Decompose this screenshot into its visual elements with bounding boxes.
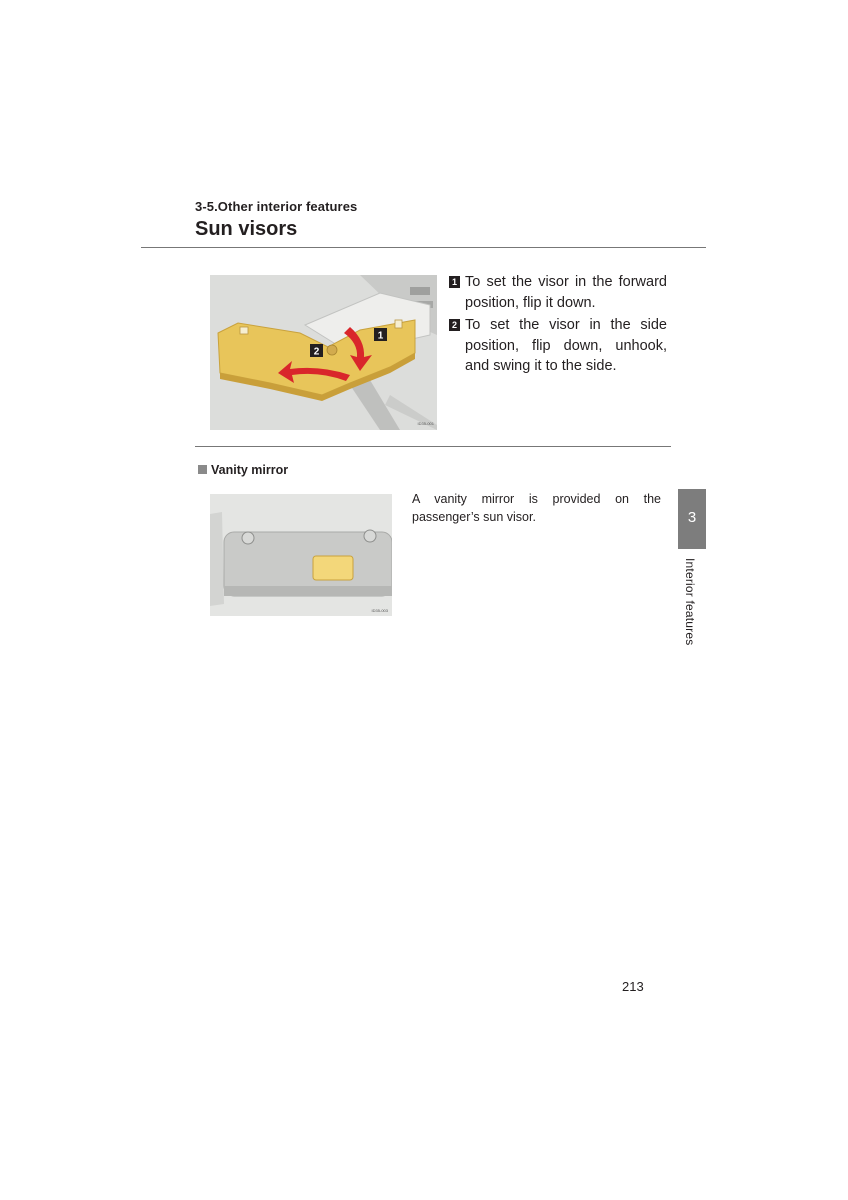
section-label: 3-5.Other interior features <box>195 199 358 214</box>
callout-2: 2 <box>313 346 320 358</box>
page-number: 213 <box>622 979 644 994</box>
vanity-mirror-illustration <box>210 494 392 616</box>
vanity-mirror-heading-text: Vanity mirror <box>211 463 289 477</box>
step-item <box>448 272 667 313</box>
chapter-title: Interior features <box>683 558 697 646</box>
step-number-badge: 1 <box>449 276 460 288</box>
callout-1: 1 <box>377 330 384 342</box>
step-item <box>448 315 667 377</box>
page-title: Sun visors <box>195 218 298 240</box>
visor-steps-list <box>448 272 667 377</box>
sun-visor-illustration <box>210 275 437 430</box>
step-number-badge: 2 <box>449 319 460 331</box>
step-text: To set the visor in the side position, flip down, unhook, and swing it to the side. <box>465 317 667 374</box>
step-text: To set the visor in the forward position, flip it down. <box>465 274 667 311</box>
vanity-mirror-heading <box>198 463 288 477</box>
square-bullet-icon <box>198 465 207 474</box>
title-divider <box>141 247 706 248</box>
section-divider <box>195 446 671 447</box>
figure-2-code: ID35-003 <box>371 608 388 613</box>
chapter-tab: 3 <box>678 489 706 549</box>
vanity-mirror-description: A vanity mirror is provided on the passenger’s sun visor. <box>412 492 661 524</box>
figure-1-code: ID35-001 <box>417 421 434 426</box>
